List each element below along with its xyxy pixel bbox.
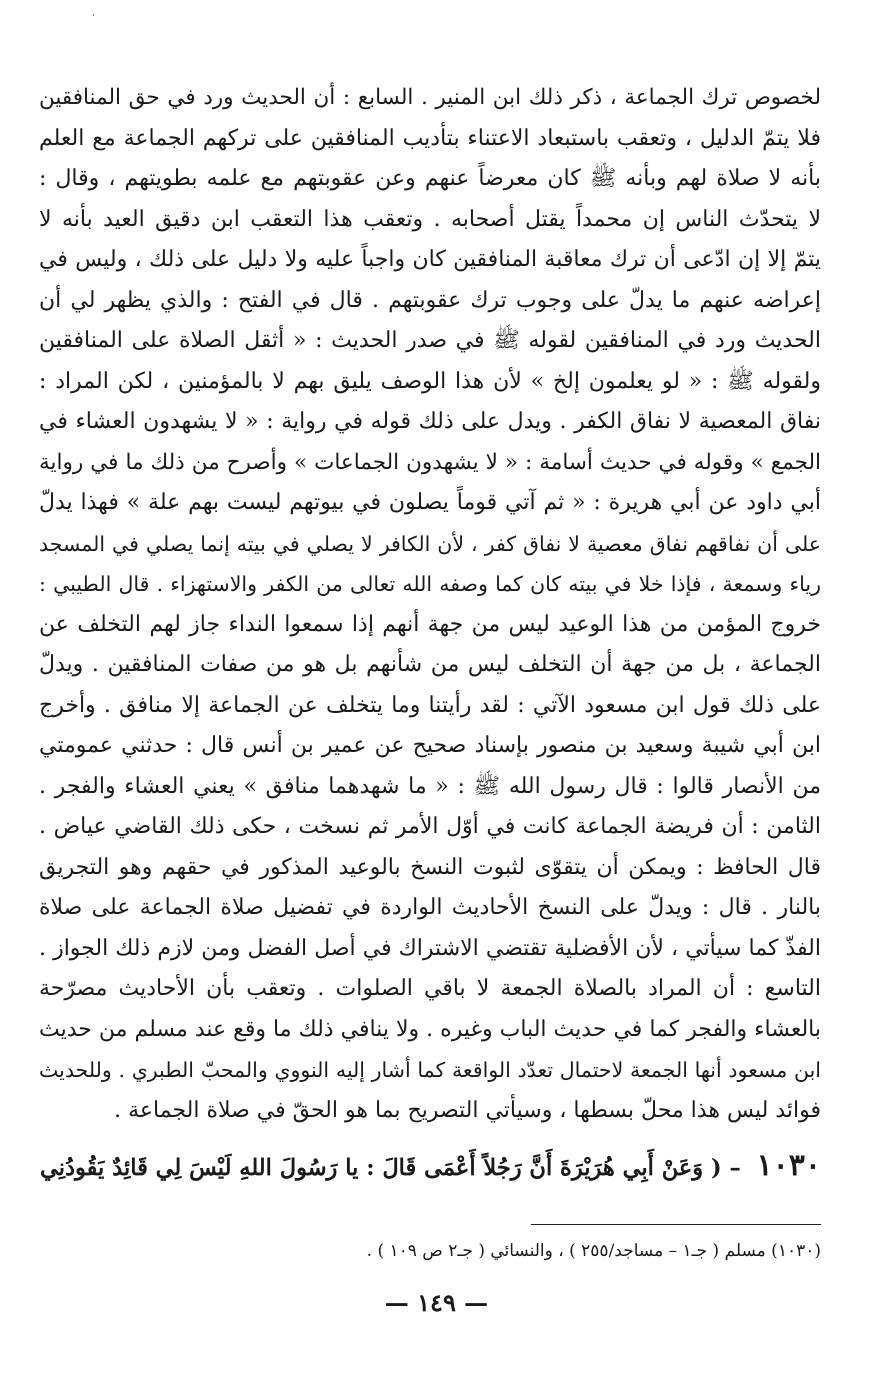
text-line: من الأنصار قالوا : قال رسول الله ﷺ : « ما شهدهما منافق » يعني العشاء والفجر . [39,773,821,799]
text-line: لا يتحدّث الناس إن محمداً يقتل أصحابه . وتعقب هذا التعقب ابن دقيق العيد بأنه لا [39,206,821,232]
text-line: الثامن : أن فريضة الجماعة كانت في أوّل الأمر ثم نسخت ، حكى ذلك القاضي عياض . [39,814,821,839]
text-line: الحديث ورد في المنافقين لقوله ﷺ في صدر الحديث : « أثقل الصلاة على المنافقين [39,328,821,353]
text-line: يتمّ إلا إن ادّعى أن ترك معاقبة المنافقين كان واجباً عليه ولا دليل على ذلك ، وليس في [39,247,821,272]
text-line: قال الحافظ : ويمكن أن يتقوّى لثبوت النسخ بالوعيد المذكور في حقهم وهو التجريق [39,854,821,880]
text-line: بأنه لا صلاة لهم وبأنه ﷺ كان معرضاً عنهم وعن عقوبتهم مع علمه بطويتهم ، وقال : [39,166,821,191]
text-line: الجمع » وقوله في حديث أسامة : « لا يشهدون الجماعات » وأصرح من ذلك ما في رواية [39,449,821,475]
text-line: خروج المؤمن من هذا الوعيد ليس من جهة أنهم إذا سمعوا النداء جاز لهم التخلف عن [39,611,821,637]
text-line: أبي داود عن أبي هريرة : « ثم آتي قوماً يصلون في بيوتهم ليست بهم علة » فهذا يدلّ [39,490,821,515]
text-line: فلا يتمّ الدليل ، وتعقب باستبعاد الاعتناء بتأديب المنافقين على تركهم الجماعة مع العلم [39,125,821,151]
text-line: لخصوص ترك الجماعة ، ذكر ذلك ابن المنير . السابع : أن الحديث ورد في حق المنافقين [39,85,821,110]
footnote: (١٠٣٠) مسلم ( جـ١ – مساجد/٢٥٥ ) ، والنسائي ( جـ٢ ص ١٠٩ ) . [366,1241,821,1261]
hadith-number: ١٠٣٠ [756,1148,821,1183]
text-line: على ذلك قول ابن مسعود الآتي : لقد رأيتنا وما يتخلف عن الجماعة إلا منافق . وأخرج [39,692,821,718]
text-line: بالنار . قال : ويدلّ على النسخ الأحاديث الواردة في تفضيل صلاة الجماعة على صلاة [39,895,821,920]
text-line: ابن أبي شيبة وسعيد بن منصور بإسناد صحيح عن عمير بن أنس قال : حدثني عمومتي [39,733,821,758]
text-line: فوائد ليس هذا محلّ بسطها ، وسيأتي التصريح بما هو الحقّ في صلاة الجماعة . [114,1097,821,1123]
footnote-divider [531,1224,821,1225]
text-line: على أن نفاقهم نفاق معصية لا نفاق كفر ، لأن الكافر لا يصلي في بيته إنما يصلي في المسجد [39,531,821,556]
hadith-text: – ( وَعَنْ أَبِي هُرَيْرَةَ أَنَّ رَجُلاً أَعْمَى قَالَ : يا رَسُولَ اللهِ لَيْسَ لِي قَائِدٌ يَقُودُنِي [40,1155,741,1181]
text-line: ولقوله ﷺ : « لو يعلمون إلخ » لأن هذا الوصف يليق بهم لا بالمؤمنين ، لكن المراد : [39,368,821,394]
text-line: ابن مسعود أنها الجمعة لاحتمال تعدّد الواقعة كما أشار إليه النووي والمحبّ الطبري . وللحديث [39,1058,821,1082]
text-line: التاسع : أن المراد بالصلاة الجمعة لا باقي الصلوات . وتعقب بأن الأحاديث مصرّحة [39,976,821,1001]
text-line: الجماعة ، بل من جهة أن التخلف ليس من شأنهم بل هو من صفات المنافقين . ويدلّ [39,652,821,677]
text-line: بالعشاء والفجر كما في حديث الباب وغيره . ولا ينافي ذلك ما وقع عند مسلم من حديث [39,1016,821,1042]
page-number: — ١٤٩ — [384,1288,489,1317]
hadith-heading [35,1140,821,1192]
commentary-text [39,78,821,1131]
text-line: رياء وسمعة ، فإذا خلا في بيته كان كما وصفه الله تعالى من الكفر والاستهزاء . قال الطيبي : [39,572,821,596]
text-line: إعراضه عنهم ما يدلّ على وجوب ترك عقوبتهم . قال في الفتح : والذي يظهر لي أن [39,287,821,313]
text-line: الفذّ كما سيأتي ، لأن الأفضلية تقتضي الاشتراك في أصل الفضل ومن لازم ذلك الجواز . [39,935,821,961]
text-line: نفاق المعصية لا نفاق الكفر . ويدل على ذلك قوله في رواية : « لا يشهدون العشاء في [39,409,821,434]
corner-mark: ، [92,8,96,19]
